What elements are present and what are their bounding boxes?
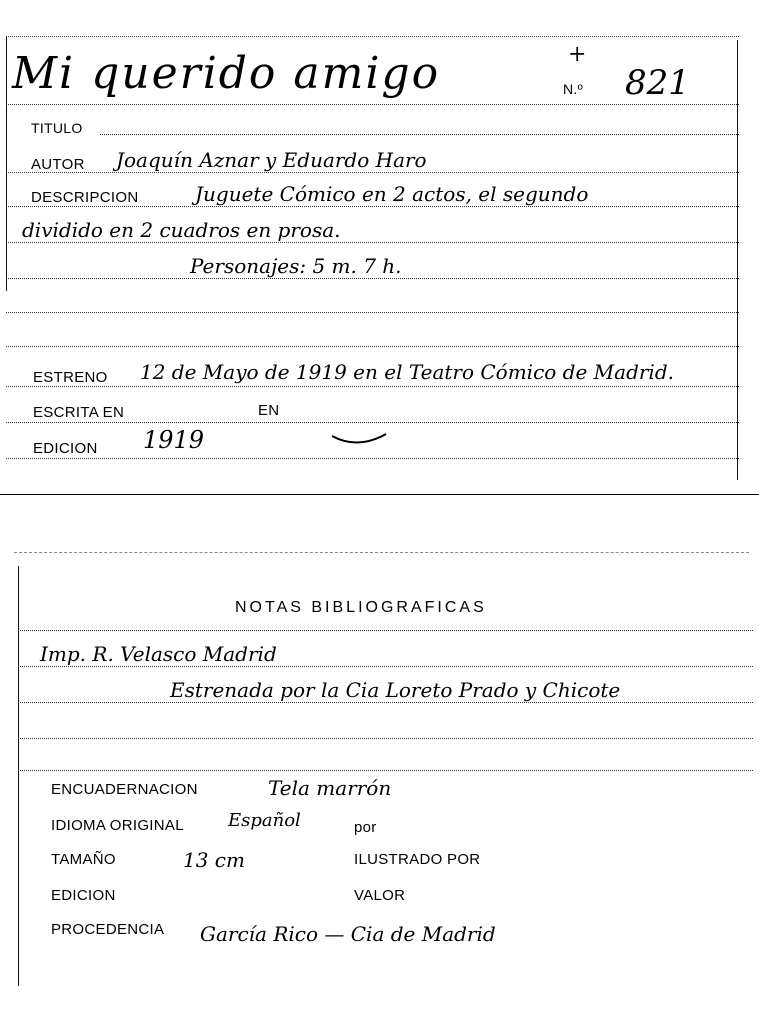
notes-line1: Imp. R. Velasco Madrid xyxy=(40,642,277,666)
rule-titulo xyxy=(100,134,739,135)
idioma-label: IDIOMA ORIGINAL xyxy=(51,817,184,834)
autor-label: AUTOR xyxy=(31,156,85,173)
cross-mark: + xyxy=(568,42,587,67)
number-value: 821 xyxy=(625,63,690,103)
rule-top xyxy=(6,36,739,37)
number-label: N.º xyxy=(563,81,584,97)
edicion-label: EDICION xyxy=(33,440,98,457)
title-handwritten: Mi querido amigo xyxy=(12,48,441,99)
autor-value: Joaquín Aznar y Eduardo Haro xyxy=(116,148,427,172)
catalog-card-notes xyxy=(0,532,759,1028)
card-left-border xyxy=(6,36,7,291)
valor-label: VALOR xyxy=(354,887,406,904)
titulo-label: TITULO xyxy=(31,120,83,136)
por-label: por xyxy=(354,819,377,836)
rule-blank-2 xyxy=(6,346,739,347)
card-right-border xyxy=(737,40,738,480)
rule-notes-1 xyxy=(18,666,753,667)
rule-notes-3 xyxy=(18,738,753,739)
tamano-value: 13 cm xyxy=(183,848,245,872)
descripcion-line1: Juguete Cómico en 2 actos, el segundo xyxy=(195,182,589,206)
estreno-label: ESTRENO xyxy=(33,369,108,386)
rule-header xyxy=(18,630,753,631)
edicion-value: 1919 xyxy=(143,426,205,454)
encuadernacion-label: ENCUADERNACION xyxy=(51,781,198,798)
rule-escrita xyxy=(6,422,739,423)
procedencia-value: García Rico — Cia de Madrid xyxy=(200,922,496,946)
rule-blank xyxy=(6,312,739,313)
rule-descripcion xyxy=(6,206,739,207)
edicion2-label: EDICION xyxy=(51,887,116,904)
procedencia-label: PROCEDENCIA xyxy=(51,921,165,938)
rule-desc-3 xyxy=(6,278,739,279)
descripcion-line2: dividido en 2 cuadros en prosa. xyxy=(22,218,341,242)
rule-desc-2 xyxy=(6,242,739,243)
rule-edicion xyxy=(6,458,739,459)
idioma-value: Español xyxy=(228,810,301,831)
descripcion-line3: Personajes: 5 m. 7 h. xyxy=(190,254,402,278)
rule-estreno xyxy=(6,386,739,387)
escrita-en-label: ESCRITA EN xyxy=(33,404,125,421)
curve-mark xyxy=(330,430,390,448)
rule-1 xyxy=(6,104,739,105)
rule-notes-2 xyxy=(18,702,753,703)
estreno-value: 12 de Mayo de 1919 en el Teatro Cómico de Madrid. xyxy=(140,360,674,384)
notes-line2: Estrenada por la Cia Loreto Prado y Chicote xyxy=(170,678,621,702)
en-label: EN xyxy=(258,402,280,419)
catalog-card-main xyxy=(0,0,759,495)
encuadernacion-value: Tela marrón xyxy=(268,776,392,800)
card2-left-border xyxy=(18,566,19,986)
rule-autor xyxy=(6,172,739,173)
tamano-label: TAMAÑO xyxy=(51,851,116,868)
notes-header: NOTAS BIBLIOGRAFICAS xyxy=(235,599,487,616)
rule-notes-4 xyxy=(18,770,753,771)
descripcion-label: DESCRIPCION xyxy=(31,189,139,206)
rule-top-faint xyxy=(14,552,749,553)
ilustrado-label: ILUSTRADO POR xyxy=(354,851,481,868)
